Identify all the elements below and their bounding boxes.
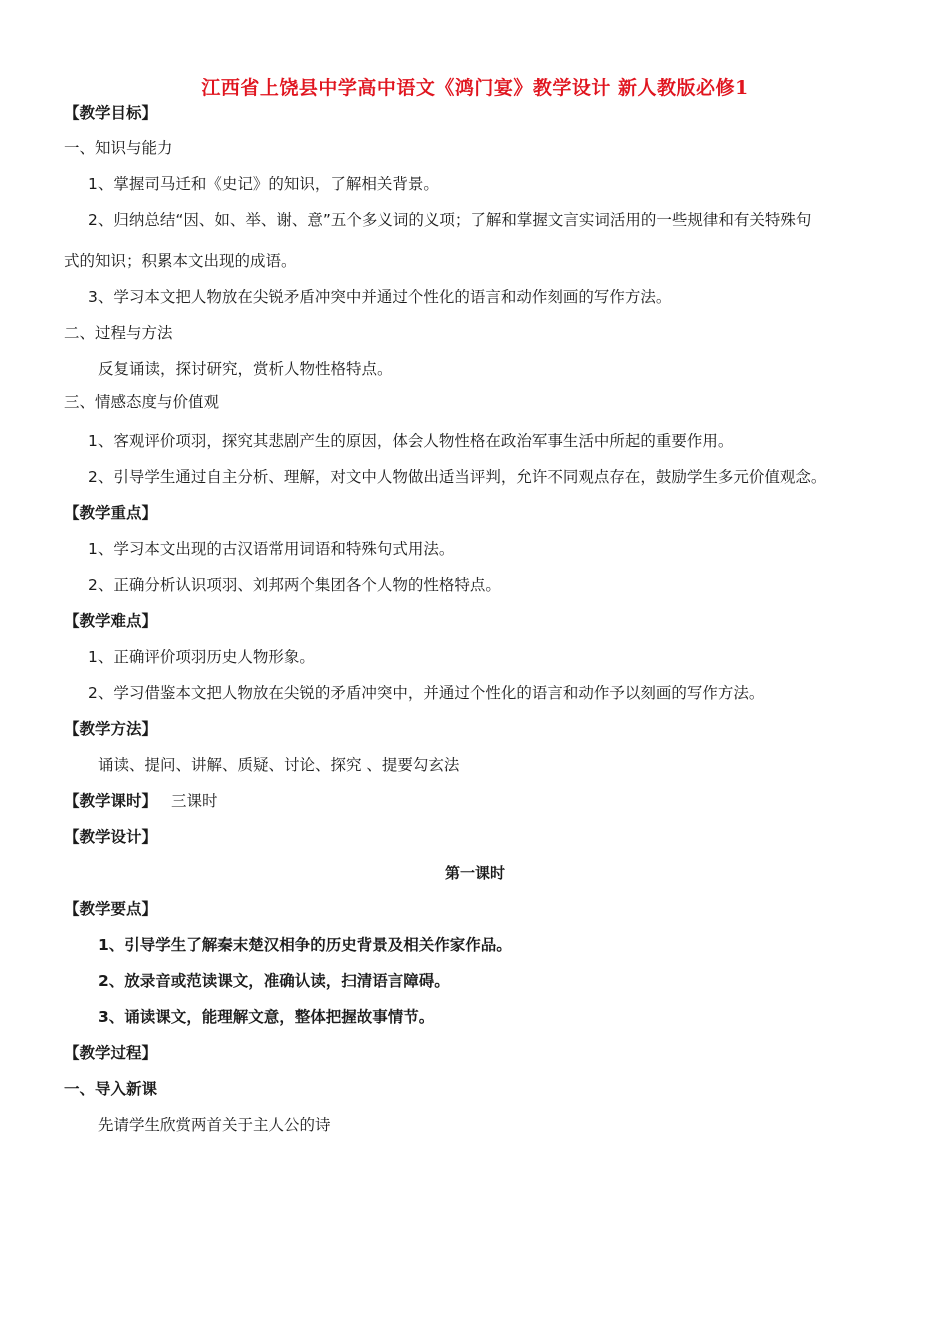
essentials-item-2: 2、放录音或范读课文，准确认读，扫清语言障碍。 [98, 972, 450, 990]
emotion-item-1: 1、客观评价项羽，探究其悲剧产生的原因，体会人物性格在政治军事生活中所起的重要作用。 [88, 432, 734, 450]
emotion-heading: 三、情感态度与价值观 [64, 393, 220, 411]
process-method-text: 反复诵读，探讨研究，赏析人物性格特点。 [98, 360, 393, 378]
key-points-item-2: 2、正确分析认识项羽、刘邦两个集团各个人物的性格特点。 [88, 576, 501, 594]
hours-header: 【教学课时】 [64, 792, 158, 810]
emotion-item-2: 2、引导学生通过自主分析、理解，对文中人物做出适当评判，允许不同观点存在，鼓励学生多元价值观念。 [88, 468, 827, 486]
methods-header: 【教学方法】 [64, 720, 158, 738]
document-title: 江西省上饶县中学高中语文《鸿门宴》教学设计 新人教版必修1 [201, 77, 749, 99]
step-1-heading: 一、导入新课 [64, 1080, 158, 1098]
process-method-heading: 二、过程与方法 [64, 324, 173, 342]
methods-text: 诵读、提问、讲解、质疑、讨论、探究 、提要勾玄法 [98, 756, 460, 774]
knowledge-item-2-line-1: 2、归纳总结“因、如、举、谢、意”五个多义词的义项；了解和掌握文言实词活用的一些规律和有关特殊句 [88, 211, 812, 229]
key-points-header: 【教学重点】 [64, 504, 158, 522]
knowledge-item-1: 1、掌握司马迁和《史记》的知识，了解相关背景。 [88, 175, 439, 193]
objectives-header: 【教学目标】 [64, 104, 158, 122]
difficulties-header: 【教学难点】 [64, 612, 158, 630]
knowledge-heading: 一、知识与能力 [64, 139, 173, 157]
step-1-text: 先请学生欣赏两首关于主人公的诗 [98, 1116, 331, 1134]
difficulties-item-1: 1、正确评价项羽历史人物形象。 [88, 648, 315, 666]
key-points-item-1: 1、学习本文出现的古汉语常用词语和特殊句式用法。 [88, 540, 455, 558]
hours-line [64, 791, 218, 811]
essentials-header: 【教学要点】 [64, 900, 158, 918]
essentials-item-3: 3、诵读课文，能理解文意，整体把握故事情节。 [98, 1008, 435, 1026]
teaching-process-header: 【教学过程】 [64, 1044, 158, 1062]
essentials-item-1: 1、引导学生了解秦末楚汉相争的历史背景及相关作家作品。 [98, 936, 512, 954]
design-header: 【教学设计】 [64, 828, 158, 846]
difficulties-item-2: 2、学习借鉴本文把人物放在尖锐的矛盾冲突中，并通过个性化的语言和动作予以刻画的写作方法。 [88, 684, 765, 702]
lesson-title: 第一课时 [444, 864, 505, 882]
knowledge-item-3: 3、学习本文把人物放在尖锐矛盾冲突中并通过个性化的语言和动作刻画的写作方法。 [88, 288, 672, 306]
knowledge-item-2-line-2: 式的知识；积累本文出现的成语。 [64, 252, 297, 270]
hours-value: 三课时 [171, 792, 218, 810]
